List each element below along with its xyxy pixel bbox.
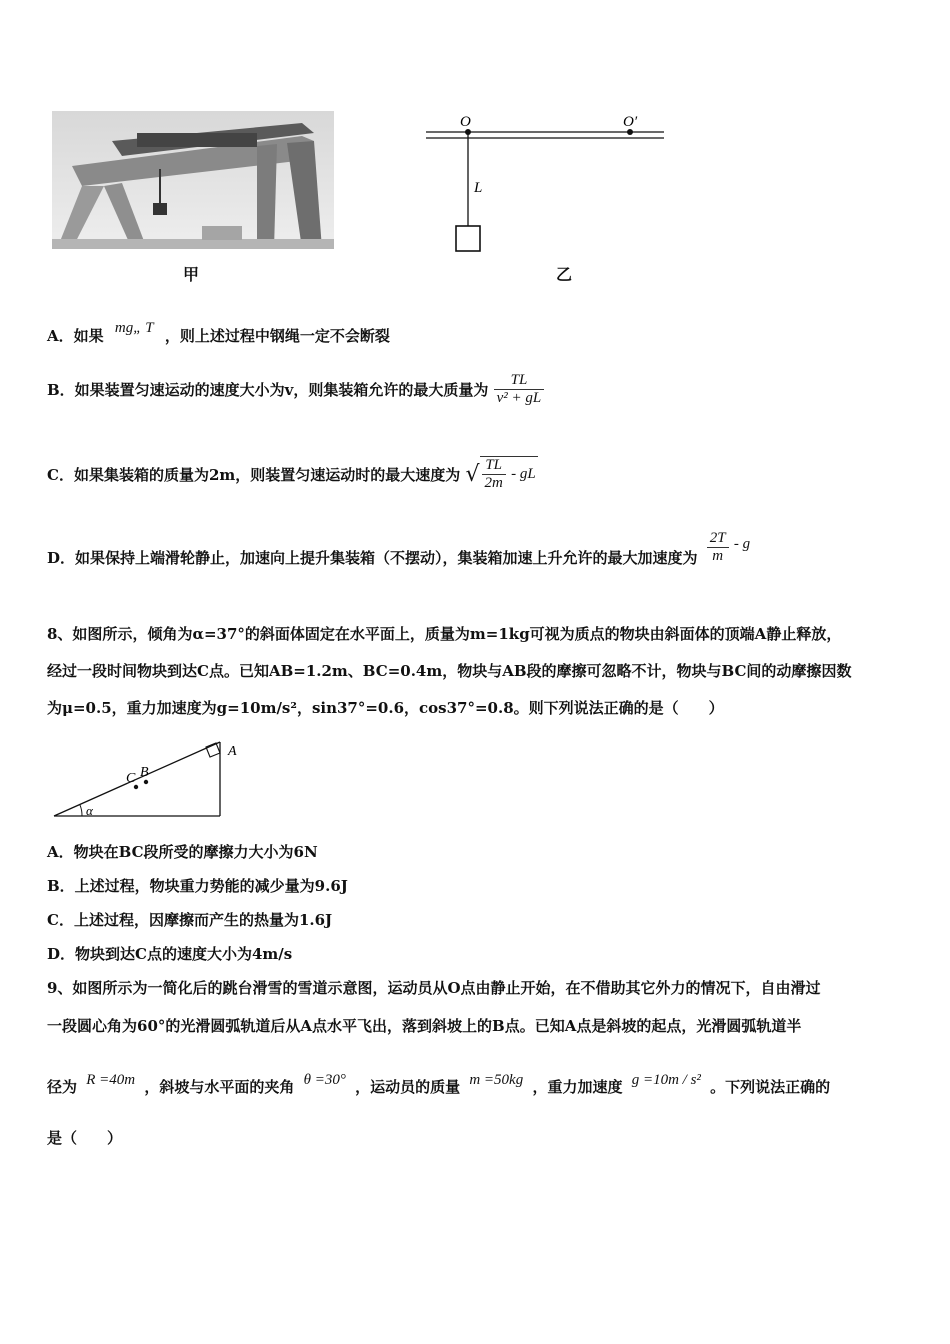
q8-option-d: D．物块到达C点的速度大小为4m/s — [47, 945, 293, 963]
pulley-diagram — [420, 108, 670, 258]
q7-option-b-denominator: v² + gL — [496, 390, 542, 406]
q9-mass-value: m =50kg — [469, 1072, 524, 1088]
incline-slope-line — [54, 742, 220, 816]
q7-option-c-denominator: 2m — [484, 475, 503, 491]
label-o-prime: O′ — [623, 114, 638, 130]
q9-line-3-part-e: 。下列说法正确的 — [710, 1078, 831, 1096]
q9-line-3-part-c: ，运动员的质量 — [355, 1078, 461, 1096]
label-l: L — [474, 180, 483, 196]
q7-option-a-math: mg„ T — [114, 320, 154, 336]
incline-diagram — [48, 736, 248, 822]
label-c: C — [126, 771, 136, 786]
q9-line-1: 9、如图所示为一简化后的跳台滑雪的雪道示意图，运动员从O点由静止开始，在不借助其它外力的情况下，自由滑过 — [47, 979, 821, 997]
label-b: B — [140, 765, 149, 780]
q9-line-3 — [47, 1072, 831, 1097]
q7-option-c — [47, 456, 538, 492]
q7-option-d — [47, 530, 751, 575]
q7-option-c-radicand — [480, 456, 538, 492]
gantry-crane-drawing — [52, 111, 334, 249]
q7-option-b-numerator: TL — [494, 372, 545, 390]
q9-radius-value: R =40m — [86, 1072, 136, 1088]
figure-jia-caption: 甲 — [183, 265, 200, 284]
gantry-crane-photo — [52, 111, 334, 249]
q7-option-c-tail: - gL — [511, 466, 536, 482]
q9-gravity-value: g =10m / s² — [631, 1072, 701, 1088]
container-box — [456, 226, 480, 251]
q7-option-a-prefix: A．如果 — [47, 327, 104, 345]
q7-option-d-fraction — [707, 530, 729, 565]
q9-line-3-part-d: ，重力加速度 — [532, 1078, 623, 1096]
q7-option-d-numerator: 2T — [707, 530, 729, 548]
sqrt-sign-icon: √ — [465, 461, 480, 487]
q9-line-2: 一段圆心角为60°的光滑圆弧轨道后从A点水平飞出，落到斜坡上的B点。已知A点是斜坡的起点，光滑圆弧轨道半 — [47, 1017, 802, 1035]
q7-option-a — [47, 320, 390, 346]
q8-option-b: B．上述过程，物块重力势能的减少量为9.6J — [47, 877, 348, 895]
q7-option-a-suffix: ，则上述过程中钢绳一定不会断裂 — [164, 327, 390, 345]
q8-line-3: 为μ=0.5，重力加速度为g=10m/s²，sin37°=0.6，cos37°=0.8。则下列说法正确的是（ ） — [47, 699, 724, 717]
angle-arc — [80, 805, 82, 816]
label-alpha: α — [86, 803, 93, 818]
q7-option-c-numerator: TL — [482, 457, 506, 475]
figure-yi-caption: 乙 — [556, 265, 573, 284]
q7-option-d-tail: - g — [733, 535, 751, 552]
q7-option-d-text: D．如果保持上端滑轮静止，加速向上提升集装箱（不摆动），集装箱加速上升允许的最大加速度为 — [47, 549, 698, 567]
q9-angle-value: θ =30° — [303, 1072, 346, 1088]
q8-option-c: C．上述过程，因摩擦而产生的热量为1.6J — [47, 911, 333, 929]
q7-option-d-denominator: m — [712, 548, 724, 564]
q8-option-a: A．物块在BC段所受的摩擦力大小为6N — [47, 843, 318, 861]
q9-line-3-part-b: ，斜坡与水平面的夹角 — [144, 1078, 295, 1096]
q7-option-b-text: B．如果装置匀速运动的速度大小为v，则集装箱允许的最大质量为 — [47, 381, 489, 399]
q8-line-1: 8、如图所示，倾角为α=37°的斜面体固定在水平面上，质量为m=1kg可视为质点的物块由斜面体的顶端A静止释放， — [47, 625, 842, 643]
q7-option-b-fraction — [494, 372, 545, 407]
q7-option-b — [47, 372, 544, 407]
q7-option-c-fraction — [482, 457, 506, 492]
q8-line-2: 经过一段时间物块到达C点。已知AB=1.2m、BC=0.4m，物块与AB段的摩擦可忽略不计，物块与BC间的动摩擦因数 — [47, 662, 852, 680]
q9-line-3-part-a: 径为 — [47, 1078, 78, 1096]
q9-line-4: 是（ ） — [47, 1129, 123, 1147]
point-b — [144, 780, 148, 784]
label-o: O — [460, 114, 471, 130]
label-a: A — [228, 744, 237, 759]
q7-option-c-text: C．如果集装箱的质量为2m，则装置匀速运动时的最大速度为 — [47, 465, 461, 484]
